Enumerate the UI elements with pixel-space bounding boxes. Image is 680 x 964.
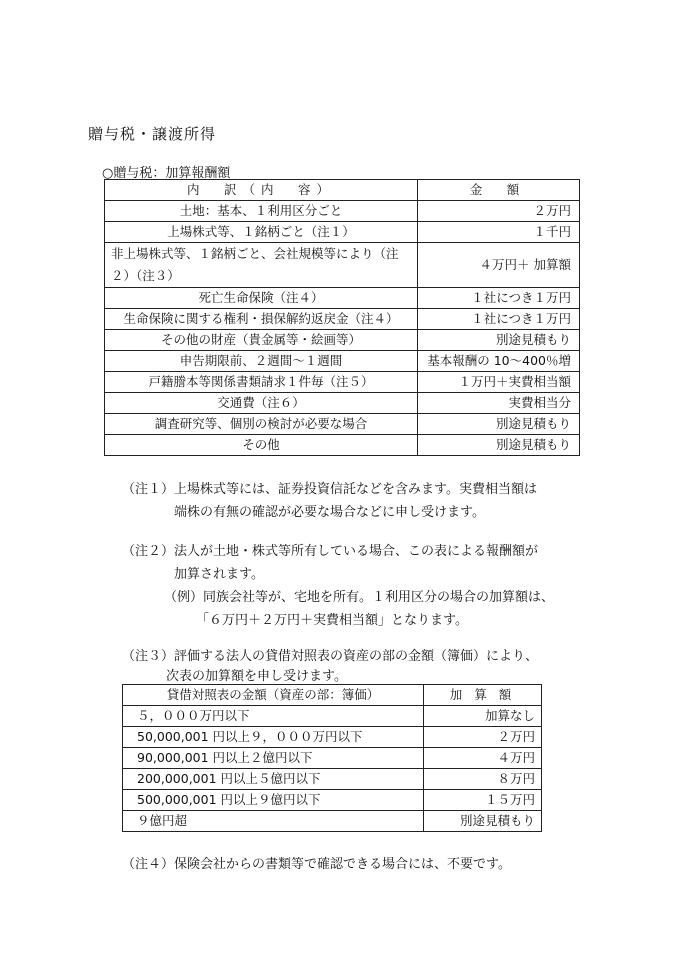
row-item: 交通費（注６）	[105, 393, 418, 414]
note-label: （注２）	[122, 544, 175, 559]
row-amount: １社につき１万円	[418, 309, 580, 330]
row-amount: １５万円	[424, 790, 542, 811]
note-text: 加算されます。	[174, 567, 264, 582]
row-amount: 別途見積もり	[418, 330, 580, 351]
table-row	[123, 769, 542, 790]
row-amount: 加算なし	[424, 706, 542, 727]
header-range: 貸借対照表の金額（資産の部：簿価）	[123, 685, 424, 706]
table-header-row	[105, 180, 580, 201]
asset-table	[122, 684, 542, 832]
row-item: 土地：基本、１利用区分ごと	[105, 201, 418, 222]
row-range: ９億円超	[123, 811, 424, 832]
row-item: その他の財産（貴金属等・絵画等）	[105, 330, 418, 351]
note-example: 「６万円＋２万円＋実費相当額」となります。	[196, 613, 468, 628]
table-row	[123, 811, 542, 832]
note-label: （注３）	[122, 649, 175, 664]
row-item: 生命保険に関する権利・損保解約返戻金（注４）	[105, 309, 418, 330]
table-row	[123, 706, 542, 727]
note-text: 上場株式等には、証券投資信託などを含みます。実費相当額は	[174, 482, 537, 497]
row-amount: １社につき１万円	[418, 288, 580, 309]
note-label: （注１）	[122, 482, 175, 497]
row-item: 上場株式等、１銘柄ごと（注１）	[105, 222, 418, 243]
row-item: 死亡生命保険（注４）	[105, 288, 418, 309]
table-row	[105, 393, 580, 414]
header-amount: 金 額	[418, 180, 580, 201]
table-row	[105, 309, 580, 330]
row-item: 申告期限前、２週間～１週間	[105, 351, 418, 372]
row-range: 500,000,001 円以上９億円以下	[123, 790, 424, 811]
note-text: 保険会社からの書類等で確認できる場合には、不要です。	[174, 857, 511, 872]
row-item: 戸籍謄本等関係書類請求１件毎（注５）	[105, 372, 418, 393]
table-row	[105, 435, 580, 456]
note-4	[122, 853, 511, 876]
table-row	[123, 727, 542, 748]
row-range: 200,000,001 円以上５億円以下	[123, 769, 424, 790]
row-amount: ２万円	[424, 727, 542, 748]
note-3	[122, 645, 538, 688]
row-amount: ４万円	[424, 748, 542, 769]
row-amount: 別途見積もり	[418, 435, 580, 456]
row-amount: 実費相当分	[418, 393, 580, 414]
fee-table	[104, 179, 580, 456]
table-row	[105, 243, 580, 288]
row-amount: 基本報酬の 10～400％増	[418, 351, 580, 372]
note-text: 法人が土地・株式等所有している場合、この表による報酬額が	[174, 544, 539, 559]
row-amount: ２万円	[418, 201, 580, 222]
note-text: 評価する法人の貸借対照表の資産の部の金額（簿価）により、	[174, 649, 539, 664]
table-row	[105, 222, 580, 243]
note-label: （注４）	[122, 857, 175, 872]
note-example: （例）同族会社等が、宅地を所有。１利用区分の場合の加算額は、	[164, 590, 555, 605]
header-item: 内 訳（内 容）	[105, 180, 418, 201]
row-amount: １千円	[418, 222, 580, 243]
note-text: 端株の有無の確認が必要な場合などに申し受けます。	[174, 505, 485, 520]
row-amount: 別途見積もり	[418, 414, 580, 435]
row-item: その他	[105, 435, 418, 456]
header-amount: 加 算 額	[424, 685, 542, 706]
table-row	[105, 414, 580, 435]
note-text: 次表の加算額を申し受けます。	[166, 669, 347, 684]
row-range: 50,000,001 円以上９，０００万円以下	[123, 727, 424, 748]
table-row	[105, 372, 580, 393]
row-amount: ８万円	[424, 769, 542, 790]
note-2	[122, 540, 554, 632]
row-item: 調査研究等、個別の検討が必要な場合	[105, 414, 418, 435]
table-row	[105, 201, 580, 222]
row-amount: ４万円＋ 加算額	[418, 243, 580, 288]
row-item: 非上場株式等、１銘柄ごと、会社規模等により（注２）（注３）	[105, 243, 418, 288]
table-row	[123, 790, 542, 811]
table-row	[105, 330, 580, 351]
page-title: 贈与税・譲渡所得	[88, 125, 217, 143]
row-range: ５，０００万円以下	[123, 706, 424, 727]
note-1	[122, 478, 537, 524]
row-amount: 別途見積もり	[424, 811, 542, 832]
table-header-row	[123, 685, 542, 706]
table-row	[123, 748, 542, 769]
row-amount: １万円＋実費相当額	[418, 372, 580, 393]
section-title: ○贈与税：加算報酬額	[102, 166, 231, 181]
table-row	[105, 351, 580, 372]
row-range: 90,000,001 円以上２億円以下	[123, 748, 424, 769]
table-row	[105, 288, 580, 309]
